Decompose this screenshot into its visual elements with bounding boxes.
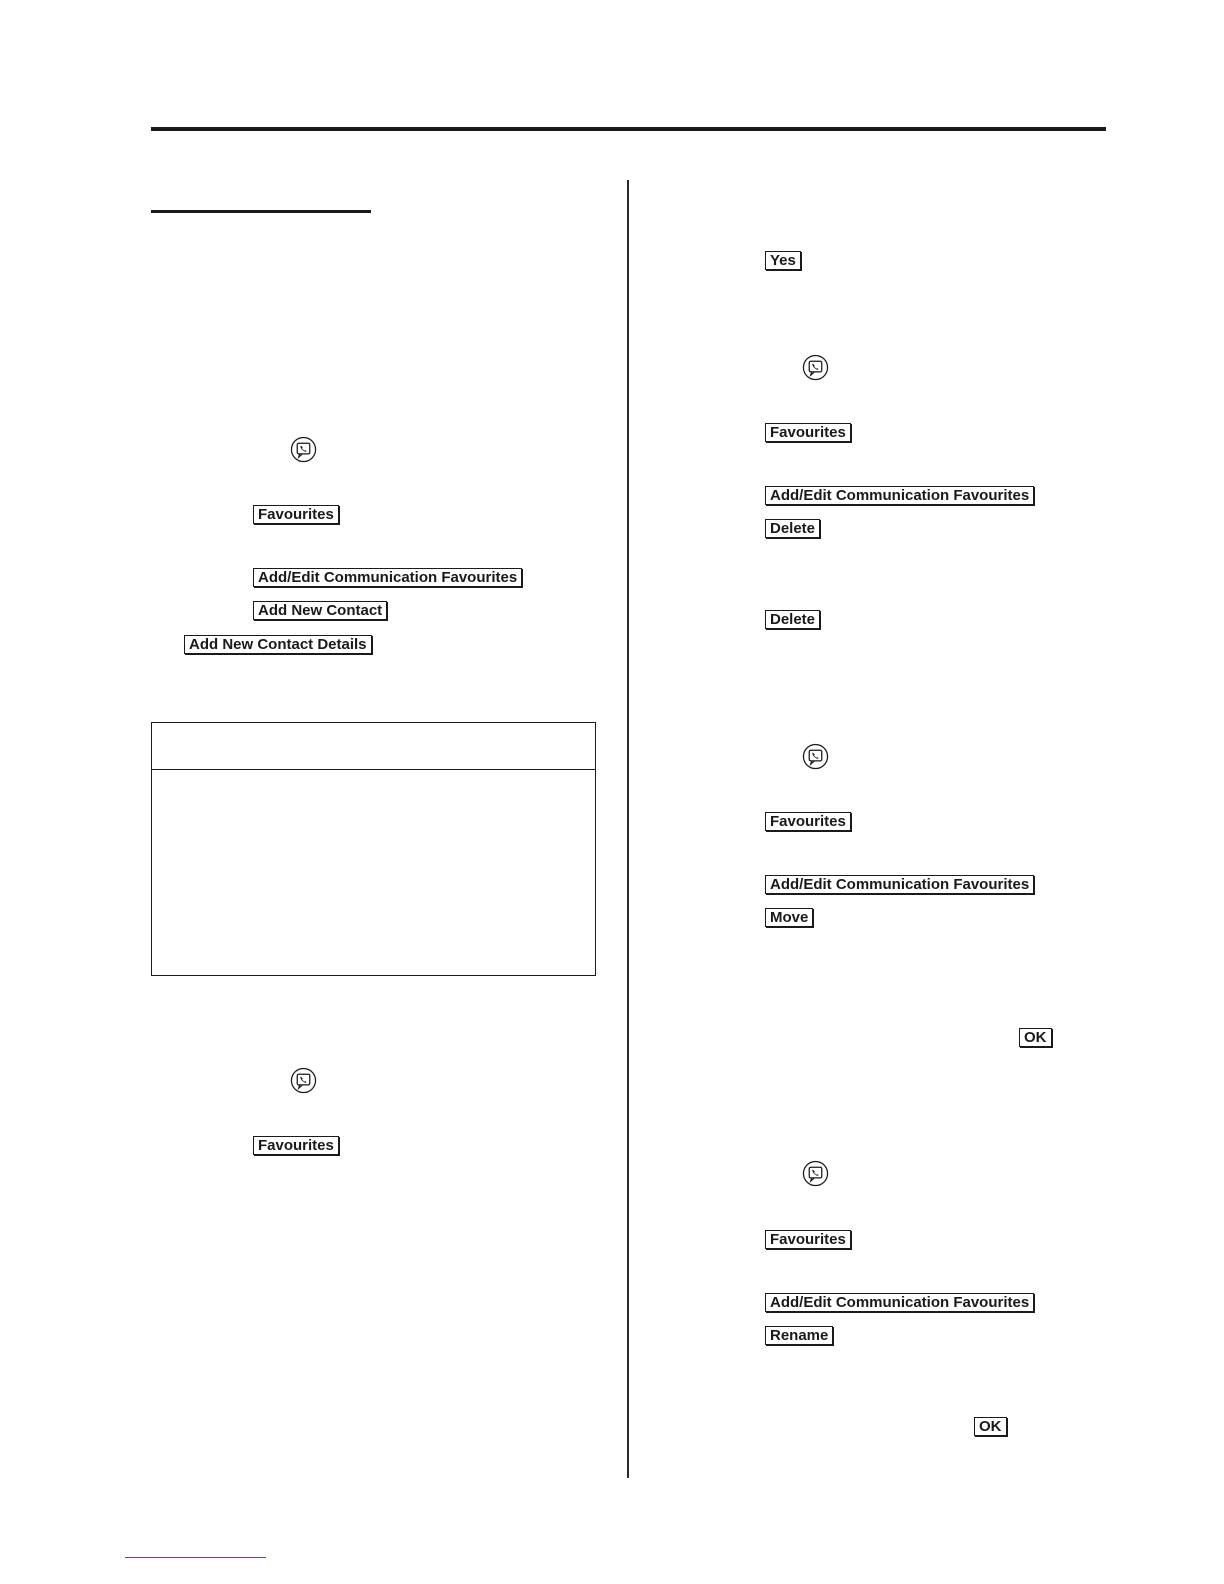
note-box (151, 722, 596, 976)
ok-button[interactable]: OK (974, 1417, 1007, 1436)
move-button[interactable]: Move (765, 908, 813, 927)
add-edit-communication-favourites-button[interactable]: Add/Edit Communication Favourites (765, 875, 1034, 894)
favourites-button[interactable]: Favourites (253, 1136, 339, 1155)
phone-call-icon (802, 743, 829, 770)
add-new-contact-button[interactable]: Add New Contact (253, 601, 387, 620)
favourites-button[interactable]: Favourites (765, 812, 851, 831)
phone-call-icon (802, 1160, 829, 1187)
note-box-header (152, 723, 595, 770)
column-divider (627, 180, 629, 1478)
add-edit-communication-favourites-button[interactable]: Add/Edit Communication Favourites (765, 486, 1034, 505)
delete-confirm-button[interactable]: Delete (765, 610, 820, 629)
phone-call-icon (802, 354, 829, 381)
rename-button[interactable]: Rename (765, 1326, 833, 1345)
phone-call-icon (290, 436, 317, 463)
header-rule (151, 127, 1106, 131)
favourites-button[interactable]: Favourites (253, 505, 339, 524)
favourites-button[interactable]: Favourites (765, 423, 851, 442)
add-edit-communication-favourites-button[interactable]: Add/Edit Communication Favourites (253, 568, 522, 587)
add-new-contact-details-button[interactable]: Add New Contact Details (184, 635, 372, 654)
section-heading-rule (151, 210, 371, 213)
yes-button[interactable]: Yes (765, 251, 801, 270)
ok-button[interactable]: OK (1019, 1028, 1052, 1047)
phone-call-icon (290, 1067, 317, 1094)
favourites-button[interactable]: Favourites (765, 1230, 851, 1249)
delete-button[interactable]: Delete (765, 519, 820, 538)
add-edit-communication-favourites-button[interactable]: Add/Edit Communication Favourites (765, 1293, 1034, 1312)
footer-link-underline (125, 1557, 266, 1558)
